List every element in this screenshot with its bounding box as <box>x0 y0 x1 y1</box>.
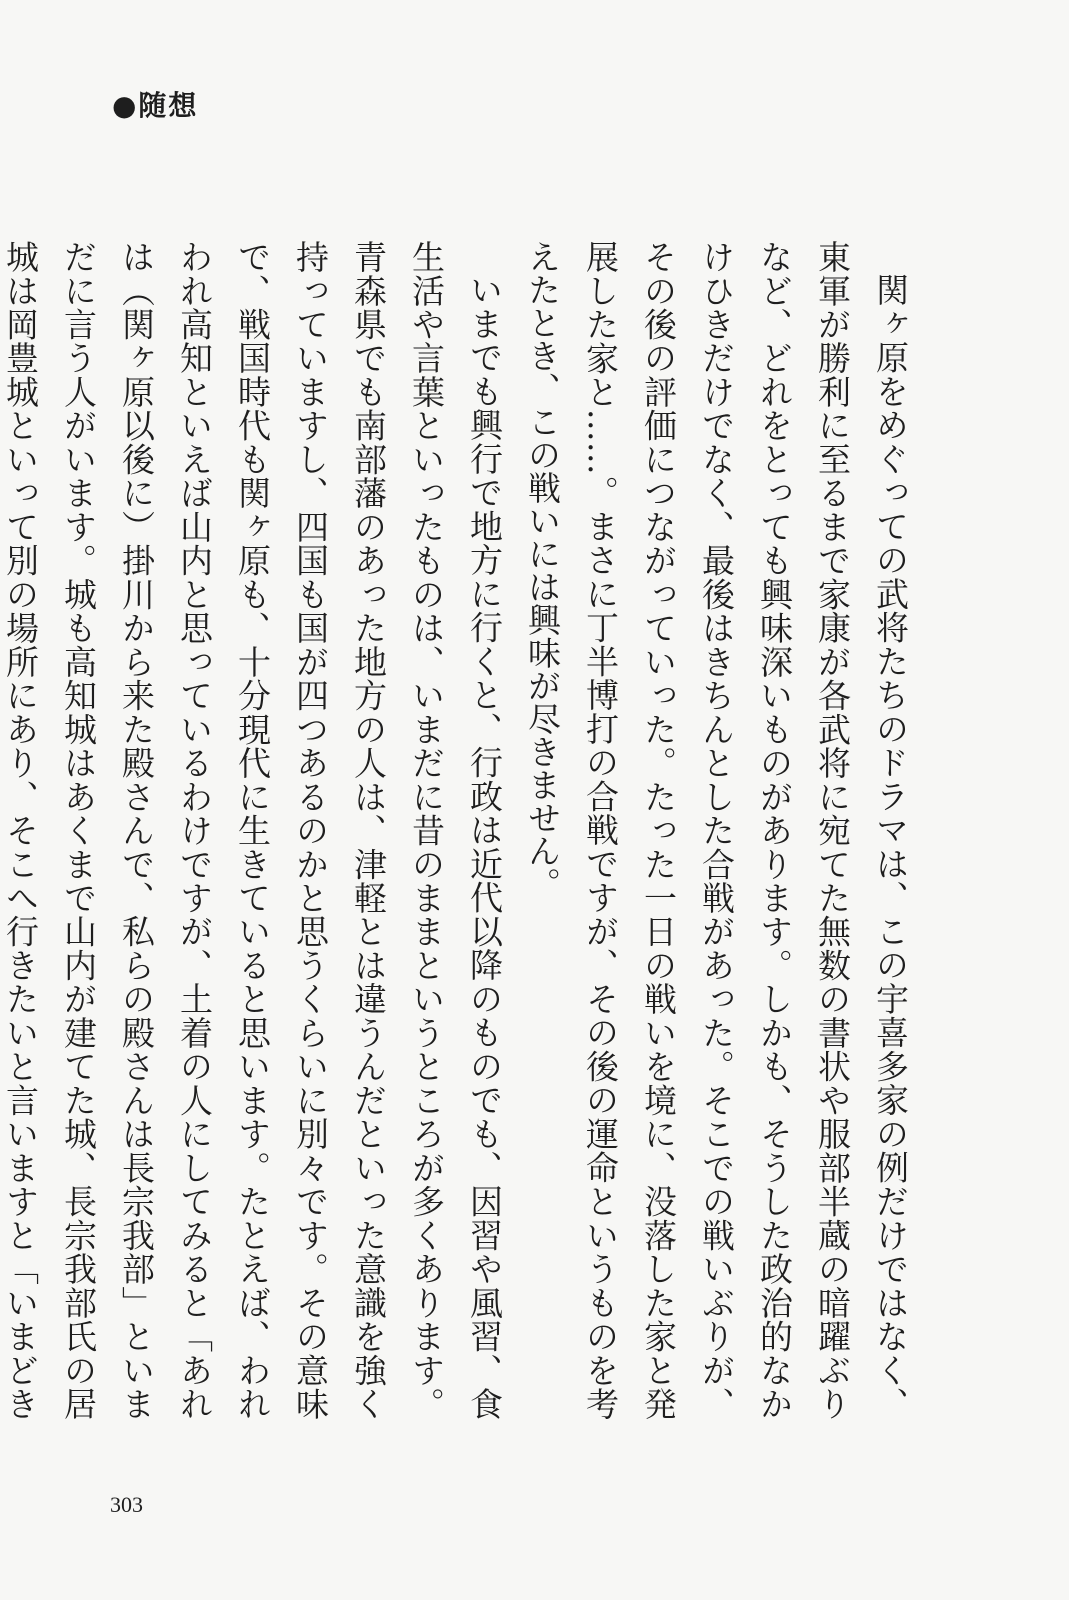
paragraph-1: 関ヶ原をめぐっての武将たちのドラマは、この宇喜多家の例だけではなく、東軍が勝利に至るまで家康が各武将に宛てた無数の書状や服部半蔵の暗躍ぶりなど、どれをとっても興味深いものがあります。しかも、そうした政治的なかけひきだけでなく、最後はきちんとした合戦があった。そこでの戦いぶりが、その後の評価につながっていった。たった一日の戦いを境に、没落した家と発展した家と……。まさに丁半博打の合戦ですが、その後の運命というものを考えたとき、この戦いには興味が尽きません。 <box>523 240 910 1420</box>
page-number: 303 <box>110 1492 143 1517</box>
section-title: ●随想 <box>112 89 199 122</box>
paragraph-2: いまでも興行で地方に行くと、行政は近代以降のものでも、因習や風習、食生活や言葉といったものは、いまだに昔のままというところが多くあります。青森県でも南部藩のあった地方の人は、津軽とは違うんだといった意識を強く持っていますし、四国も国が四つあるのかと思うくらいに別々です。その意味で、戦国時代も関ヶ原も、十分現代に生きていると思います。たとえば、われわれ高知といえば山内と思っているわけですが、土着の人にしてみると「あれは（関ヶ原以後に）掛川から来た殿さんで、私らの殿さんは長宗我部」といまだに言う人がいます。城も高知城はあくまで山内が建てた城、長宗我部氏の居城は岡豊城といって別の場所にあり、そこへ行きたいと言いますと「いまどき <box>1 240 504 1420</box>
vertical-body-text <box>1 240 919 1420</box>
